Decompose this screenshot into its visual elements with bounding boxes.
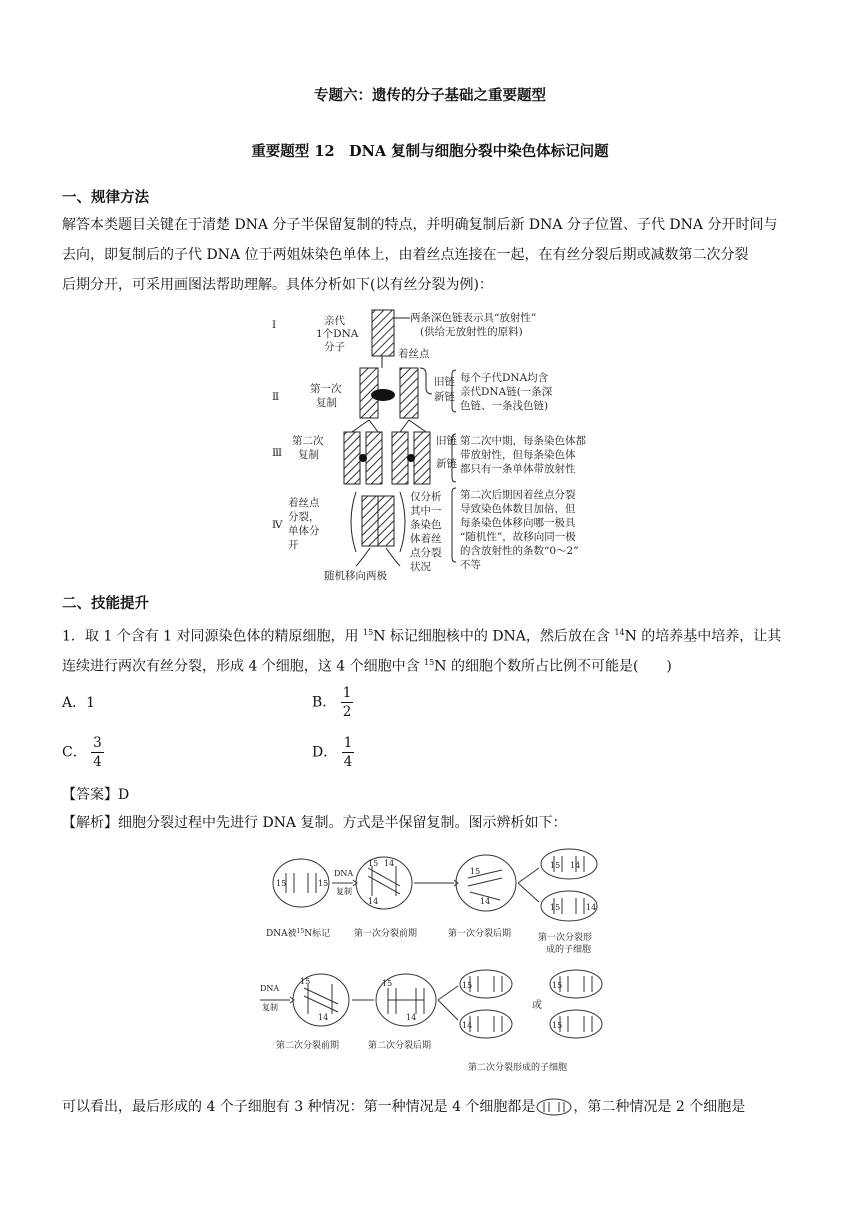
- svg-text:15: 15: [368, 859, 379, 868]
- paragraph-line: 解答本类题目关键在于清楚 DNA 分子半保留复制的特点，并明确复制后新 DNA 分子位置、子代 DNA 分开时间与: [62, 217, 778, 233]
- note-2: 每个子代DNA均含: [460, 372, 549, 384]
- stage-label: Ⅳ: [272, 519, 283, 531]
- svg-text:14: 14: [384, 859, 395, 868]
- only-note: 其中一: [410, 505, 442, 517]
- svg-text:14: 14: [462, 1021, 473, 1030]
- section-heading-1: 一、规律方法: [62, 189, 149, 206]
- only-note: 条染色: [410, 519, 442, 531]
- svg-text:15: 15: [300, 977, 311, 986]
- note-1: 两条深色链表示具“放射性”: [410, 312, 537, 324]
- parent-label: 分子: [324, 341, 345, 353]
- note-4: 第二次后期因着丝点分裂: [460, 489, 576, 501]
- separation-label: 单体分: [288, 525, 320, 537]
- note-2: 亲代DNA链(一条深: [460, 386, 553, 398]
- svg-text:14: 14: [368, 897, 379, 906]
- svg-text:15: 15: [552, 981, 563, 990]
- note-2: 色链、一条浅色链): [460, 400, 549, 412]
- svg-text:15: 15: [552, 1021, 563, 1030]
- question-number: 1．: [62, 628, 85, 645]
- note-4: 每条染色体移向哪一极具: [460, 517, 576, 529]
- mini-cell-icon: [535, 1097, 573, 1117]
- option-b: B． $\frac{1}{2}$: [312, 685, 352, 720]
- cell-division-figure: [256, 848, 612, 1076]
- rep2-label: 第二次: [292, 435, 324, 447]
- new-chain-label: 新链: [436, 458, 457, 470]
- note-4: “随机性”，故移向同一极: [460, 531, 576, 543]
- centromere-label: 着丝点: [398, 348, 430, 360]
- note-1: (供给无放射性的原料): [420, 326, 523, 338]
- parent-dna: [372, 310, 394, 356]
- analysis: 【解析】细胞分裂过程中先进行 DNA 复制。方式是半保留复制。图示辨析如下：: [62, 815, 567, 831]
- caption: 第二次分裂后期: [368, 1041, 432, 1051]
- caption: 成的子细胞: [546, 945, 592, 955]
- stage-label: Ⅱ: [272, 391, 280, 403]
- old-chain-label: 旧链: [436, 435, 457, 447]
- random-label: 随机移向两极: [324, 570, 387, 582]
- option-c: C． $\frac{3}{4}$: [62, 735, 102, 770]
- caption: 第二次分裂前期: [276, 1041, 340, 1051]
- note-4: 的含放射性的条数“0～2”: [460, 545, 579, 557]
- old-chain-label: 旧链: [434, 376, 455, 388]
- rep2-label: 复制: [298, 449, 319, 461]
- svg-text:DNA: DNA: [334, 869, 354, 878]
- note-3: 带放射性，但每条染色体: [460, 449, 576, 461]
- centromere: [371, 389, 395, 401]
- fraction: $\frac{3}{4}$: [93, 735, 102, 770]
- paragraph-line: 去向，即复制后的子代 DNA 位于两姐妹染色单体上，由着丝点连接在一起，在有丝分裂后期或减数第二次分裂: [62, 247, 749, 263]
- only-note: 点分裂: [410, 547, 442, 559]
- svg-text:15: 15: [550, 903, 561, 912]
- new-chain-label: 新链: [434, 391, 455, 403]
- svg-text:复制: 复制: [336, 887, 352, 896]
- fraction: $\frac{1}{4}$: [343, 735, 353, 770]
- only-note: 体着丝: [410, 533, 442, 545]
- svg-text:或: 或: [532, 1000, 542, 1011]
- svg-text:DNA: DNA: [260, 984, 280, 993]
- paragraph-line: 后期分开，可采用画图法帮助理解。具体分析如下(以有丝分裂为例)：: [62, 277, 493, 293]
- dna-replication-figure: [260, 306, 605, 582]
- answer: 【答案】D: [62, 787, 130, 803]
- svg-text:15: 15: [550, 861, 561, 870]
- svg-text:复制: 复制: [262, 1003, 278, 1012]
- separation-label: 开: [288, 539, 299, 551]
- svg-text:14: 14: [318, 1013, 329, 1022]
- question-line: 1．取 1 个含有 1 对同源染色体的精原细胞，用 $^{15}$N 标记细胞核中的 DNA，然后放在含 $^{14}$N 的培养基中培养，让其: [62, 628, 782, 645]
- page-subtitle: 重要题型 12 DNA 复制与细胞分裂中染色体标记问题: [251, 143, 609, 160]
- stage-label: Ⅰ: [272, 319, 277, 331]
- caption: 第一次分裂形: [538, 933, 593, 943]
- note-4: 不等: [460, 559, 481, 571]
- rep1-label: 第一次: [310, 383, 342, 395]
- svg-text:14: 14: [480, 897, 491, 906]
- svg-text:14: 14: [406, 1013, 417, 1022]
- caption: 第一次分裂前期: [354, 929, 418, 939]
- page-title: 专题六：遗传的分子基础之重要题型: [314, 87, 546, 104]
- svg-text:15: 15: [318, 879, 329, 888]
- note-3: 第二次中期，每条染色体都: [460, 435, 586, 447]
- option-a: A．1: [62, 695, 96, 711]
- option-d: D． $\frac{1}{4}$: [312, 735, 353, 770]
- only-note: 仅分析: [410, 491, 442, 503]
- stage-label: Ⅲ: [272, 447, 283, 459]
- svg-text:14: 14: [586, 903, 597, 912]
- section-heading-2: 二、技能提升: [62, 595, 149, 612]
- svg-text:15: 15: [470, 867, 481, 876]
- caption: DNA被$^{15}$N标记: [266, 928, 331, 939]
- rep1-label: 复制: [316, 397, 337, 409]
- parent-label: 1个DNA: [316, 328, 359, 340]
- fraction: $\frac{1}{2}$: [342, 685, 352, 720]
- conclusion-line: 可以看出，最后形成的 4 个子细胞有 3 种情况：第一种情况是 4 个细胞都是 ，第二种情况是 2 个细胞是: [62, 1099, 746, 1115]
- svg-text:15: 15: [276, 879, 287, 888]
- note-4: 导致染色体数目加倍，但: [460, 503, 576, 515]
- note-3: 都只有一条单体带放射性: [460, 463, 576, 475]
- caption: 第二次分裂形成的子细胞: [468, 1063, 568, 1073]
- svg-text:15: 15: [462, 981, 473, 990]
- caption: 第一次分裂后期: [448, 929, 512, 939]
- svg-text:14: 14: [570, 861, 581, 870]
- only-note: 状况: [410, 561, 431, 573]
- separation-label: 分裂，: [288, 511, 320, 523]
- question-line: 连续进行两次有丝分裂，形成 4 个细胞，这 4 个细胞中含 $^{15}$N 的细胞个数所占比例不可能是( ): [62, 658, 672, 675]
- svg-text:15: 15: [382, 979, 393, 988]
- separation-label: 着丝点: [288, 497, 320, 509]
- parent-label: 亲代: [324, 315, 345, 327]
